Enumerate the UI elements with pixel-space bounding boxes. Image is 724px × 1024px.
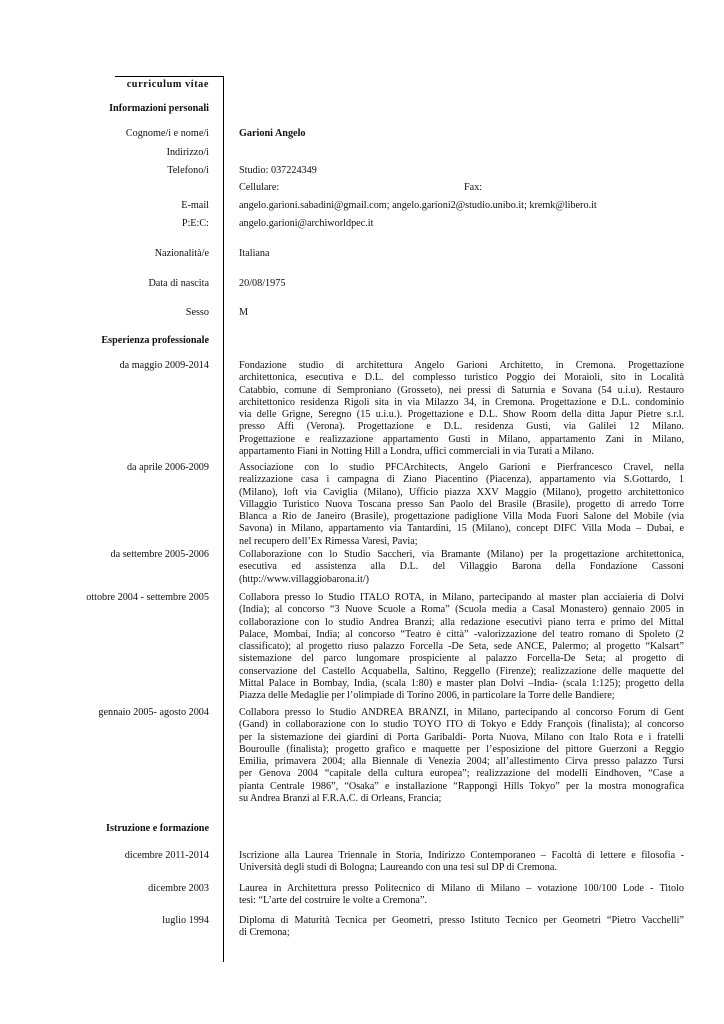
section-heading-experience: Esperienza professionale [101, 335, 209, 346]
entry-line: collaborazione con lo studio Andrea Branzi; alla redazione esecutivi piano terra e primo del Mittal [239, 616, 684, 628]
entry-line: Blanca a Rio de Janeiro (Brasile), progettazione padiglione Villa Moda Fuori Salone del Mobile (via [239, 511, 684, 522]
entry-line: via delle Grigne, Seregno (15 u.i.u.). Progettazione e D.L. Show Room della ditta Japur Pietre s.r.l. [239, 409, 684, 420]
entry-line: Associazione con lo studio PFCArchitects, Angelo Garioni e Pierfrancesco Cravel, nella [239, 462, 684, 473]
entry-line: realizzazione casa i campagna di Ziano Piacentino (Piacenza), appartamento via S.Gottardo, 1 [239, 474, 684, 486]
entry-line: Mittal Palace in Bombay, India, (scala 1:80) e master plan Dolvi –India- (scala 1:125); progetto della [239, 677, 684, 689]
mobile-label: Cellulare: [239, 182, 280, 193]
entry-line: di Cremona; [239, 927, 290, 939]
entry-description [239, 883, 684, 908]
entry-line: nel recupero dell’Ex Rimessa Varesi, Pavia; [239, 535, 418, 547]
entry-line: su Andrea Branzi al F.R.A.C. di Orleans, Francia; [239, 792, 442, 804]
entry-line: pianta Centrale 1986”, “Osaka” e installazione “Rappongi Hills Tokyo” per la mostra monografica [239, 780, 684, 792]
sex-label: Sesso [185, 307, 209, 318]
entry-line: Bouroulle (finalista); progetto grafico e maquette per l’esposizione del pittore Guerzoni a Reggio [239, 743, 684, 755]
entry-line: Iscrizione alla Laurea Triennale in Storia, Indirizzo Contemporaneo – Facoltà di lettere e filosofia - [239, 850, 684, 861]
entry-line: (India); al concorso “3 Nuove Scuole a Roma” (Scuola media a Casal Monastero) gennaio 2005 in [239, 604, 684, 616]
fax-label: Fax: [464, 182, 483, 193]
title-rule [115, 76, 223, 77]
entry-period: da maggio 2009-2014 [119, 360, 209, 371]
entry-line: classificato); al progetto riuso palazzo Forcella -De Seta, sede ANCE, Palermo; al progetto “Kalsart” [239, 641, 684, 652]
entry-line: appartamento Fiani in Notting Hill a Londra, uffici commerciali in via Turati a Milano. [239, 445, 594, 457]
entry-period: luglio 1994 [162, 915, 209, 926]
entry-line: Progettazione e realizzazione appartamento Gusti in Milano, appartamento Zani in Milano, [239, 433, 684, 445]
entry-description [239, 915, 684, 940]
entry-description [239, 592, 684, 702]
section-heading-personal: Informazioni personali [109, 103, 209, 114]
entry-line: per la sistemazione dei giardini di Porta Garibaldi- Porta Nuova, Milano con Italo Rota e i fratelli [239, 731, 684, 743]
entry-line: tesi: “L’arte del costruire le volte a Cremona”. [239, 895, 428, 907]
entry-line: (Milano), loft via Caviglia (Milano), Ufficio piazza XXV Maggio (Milano), progetto architettonico [239, 486, 684, 498]
entry-line: presso Affi (Verona). Progettazione e D.L. residenza Gusti, via Galilei 12 Milano. [239, 421, 684, 433]
email-value: angelo.garioni.sabadini@gmail.com; angelo.garioni2@studio.unibo.it; kremk@libero.it [239, 200, 597, 211]
entry-description [239, 360, 684, 458]
entry-line: Diploma di Maturità Tecnica per Geometri, presso Istituto Tecnico per Geometri “Pietro Vacchelli” [239, 915, 684, 926]
entry-description [239, 707, 684, 805]
entry-line: conservazione del Castello Acquabella, Saltino, Reggello (Firenze); realizzazione delle maquette del [239, 665, 684, 677]
entry-line: Savona) in Milano, appartamento via Tantardini, 15 (Milano), concept DIFC Villa Moda – Dubai, e [239, 523, 684, 535]
address-label: Indirizzo/i [166, 147, 209, 158]
entry-description [239, 549, 684, 586]
entry-line: esecutiva ed assistenza alla D.L. del Villaggio Barona della Fondazione Cassoni [239, 561, 684, 573]
email-label: E-mail [181, 200, 209, 211]
pec-label: P:E:C: [181, 218, 209, 229]
entry-line: architettonico residenza Rigoli sita in via Milazzo 34, in Cremona. Progettazione e D.L. condominio [239, 396, 684, 408]
entry-line: Villaggio Turistico Nuova Toscana presso San Paolo del Brasile (Brasile), progetto di arredo Torre [239, 498, 684, 510]
entry-line: Università degli studi di Bologna; Laureando con una tesi sul DP di Cremona. [239, 862, 557, 874]
entry-line: Collabora presso lo Studio ITALO ROTA, in Milano, partecipando al master plan acciaieria di Dolvi [239, 592, 684, 603]
entry-period: dicembre 2003 [148, 883, 209, 894]
entry-period: da settembre 2005-2006 [110, 549, 209, 560]
entry-period: ottobre 2004 - settembre 2005 [86, 592, 209, 603]
column-divider [223, 76, 224, 962]
entry-line: Collabora presso lo Studio ANDREA BRANZI, in Milano, partecipando al concorso Forum di Gent [239, 707, 684, 718]
pec-value: angelo.garioni@archiworldpec.it [239, 218, 374, 229]
entry-line: sistemazione del parco lungomare prospiciente al palazzo Forcella-De Seta; al progetto di [239, 653, 684, 665]
entry-line: Palace, Mombai, India; al concorso “Teatro è città” -valorizzazione del teatro romano di Spoleto (2 [239, 628, 684, 640]
entry-line: architettonica, esecutiva e D.L. del complesso turistico Poggio dei Moraioli, sito in Località [239, 372, 684, 384]
section-heading-education: Istruzione e formazione [106, 823, 209, 834]
document-title: curriculum vitae [126, 79, 209, 90]
entry-description [239, 462, 684, 548]
entry-line: Emilia, primavera 2004; alla Biennale di Venezia 2004; all’allestimento Cirva presso palazzo Tursi [239, 756, 684, 767]
entry-period: dicembre 2011-2014 [124, 850, 209, 861]
entry-description [239, 850, 684, 875]
entry-line: (Gand) in collaborazione con lo studio TOYO ITO di Tokyo e Eddy François (finalista); al concorso [239, 719, 684, 731]
entry-line: Collaborazione con lo Studio Saccheri, via Bramante (Milano) per la progettazione architettonica, [239, 549, 684, 560]
entry-period: da aprile 2006-2009 [126, 462, 209, 473]
entry-line: Catabbio, comune di Semproniano (Grosseto), nei pressi di Saturnia e Sovana (54 u.i.u). Restauro [239, 384, 684, 396]
entry-period: gennaio 2005- agosto 2004 [98, 707, 209, 718]
nationality-label: Nazionalità/e [154, 248, 209, 259]
entry-line: Piazza delle Medaglie per l’olimpiade di Torino 2006, in particolare la Torre delle Bandiere; [239, 690, 615, 701]
phone-label: Telefono/i [167, 165, 209, 176]
entry-line: per Genova 2004 “capitale della cultura europea”; realizzazione del modelli Eindhoven, “Case a [239, 768, 684, 780]
birth-label: Data di nascita [148, 278, 209, 289]
nationality-value: Italiana [239, 248, 270, 259]
name-label: Cognome/i e nome/i [125, 128, 209, 139]
entry-line: Fondazione studio di architettura Angelo Garioni Architetto, in Cremona. Progettazione [239, 360, 684, 371]
name-value: Garioni Angelo [239, 128, 306, 139]
entry-line: (http://www.villaggiobarona.it/) [239, 573, 370, 585]
sex-value: M [239, 307, 249, 318]
entry-line: Laurea in Architettura presso Politecnico di Milano di Milano – votazione 100/100 Lode - Titolo [239, 883, 684, 894]
phone-value: Studio: 037224349 [239, 165, 317, 176]
birth-value: 20/08/1975 [239, 278, 286, 289]
